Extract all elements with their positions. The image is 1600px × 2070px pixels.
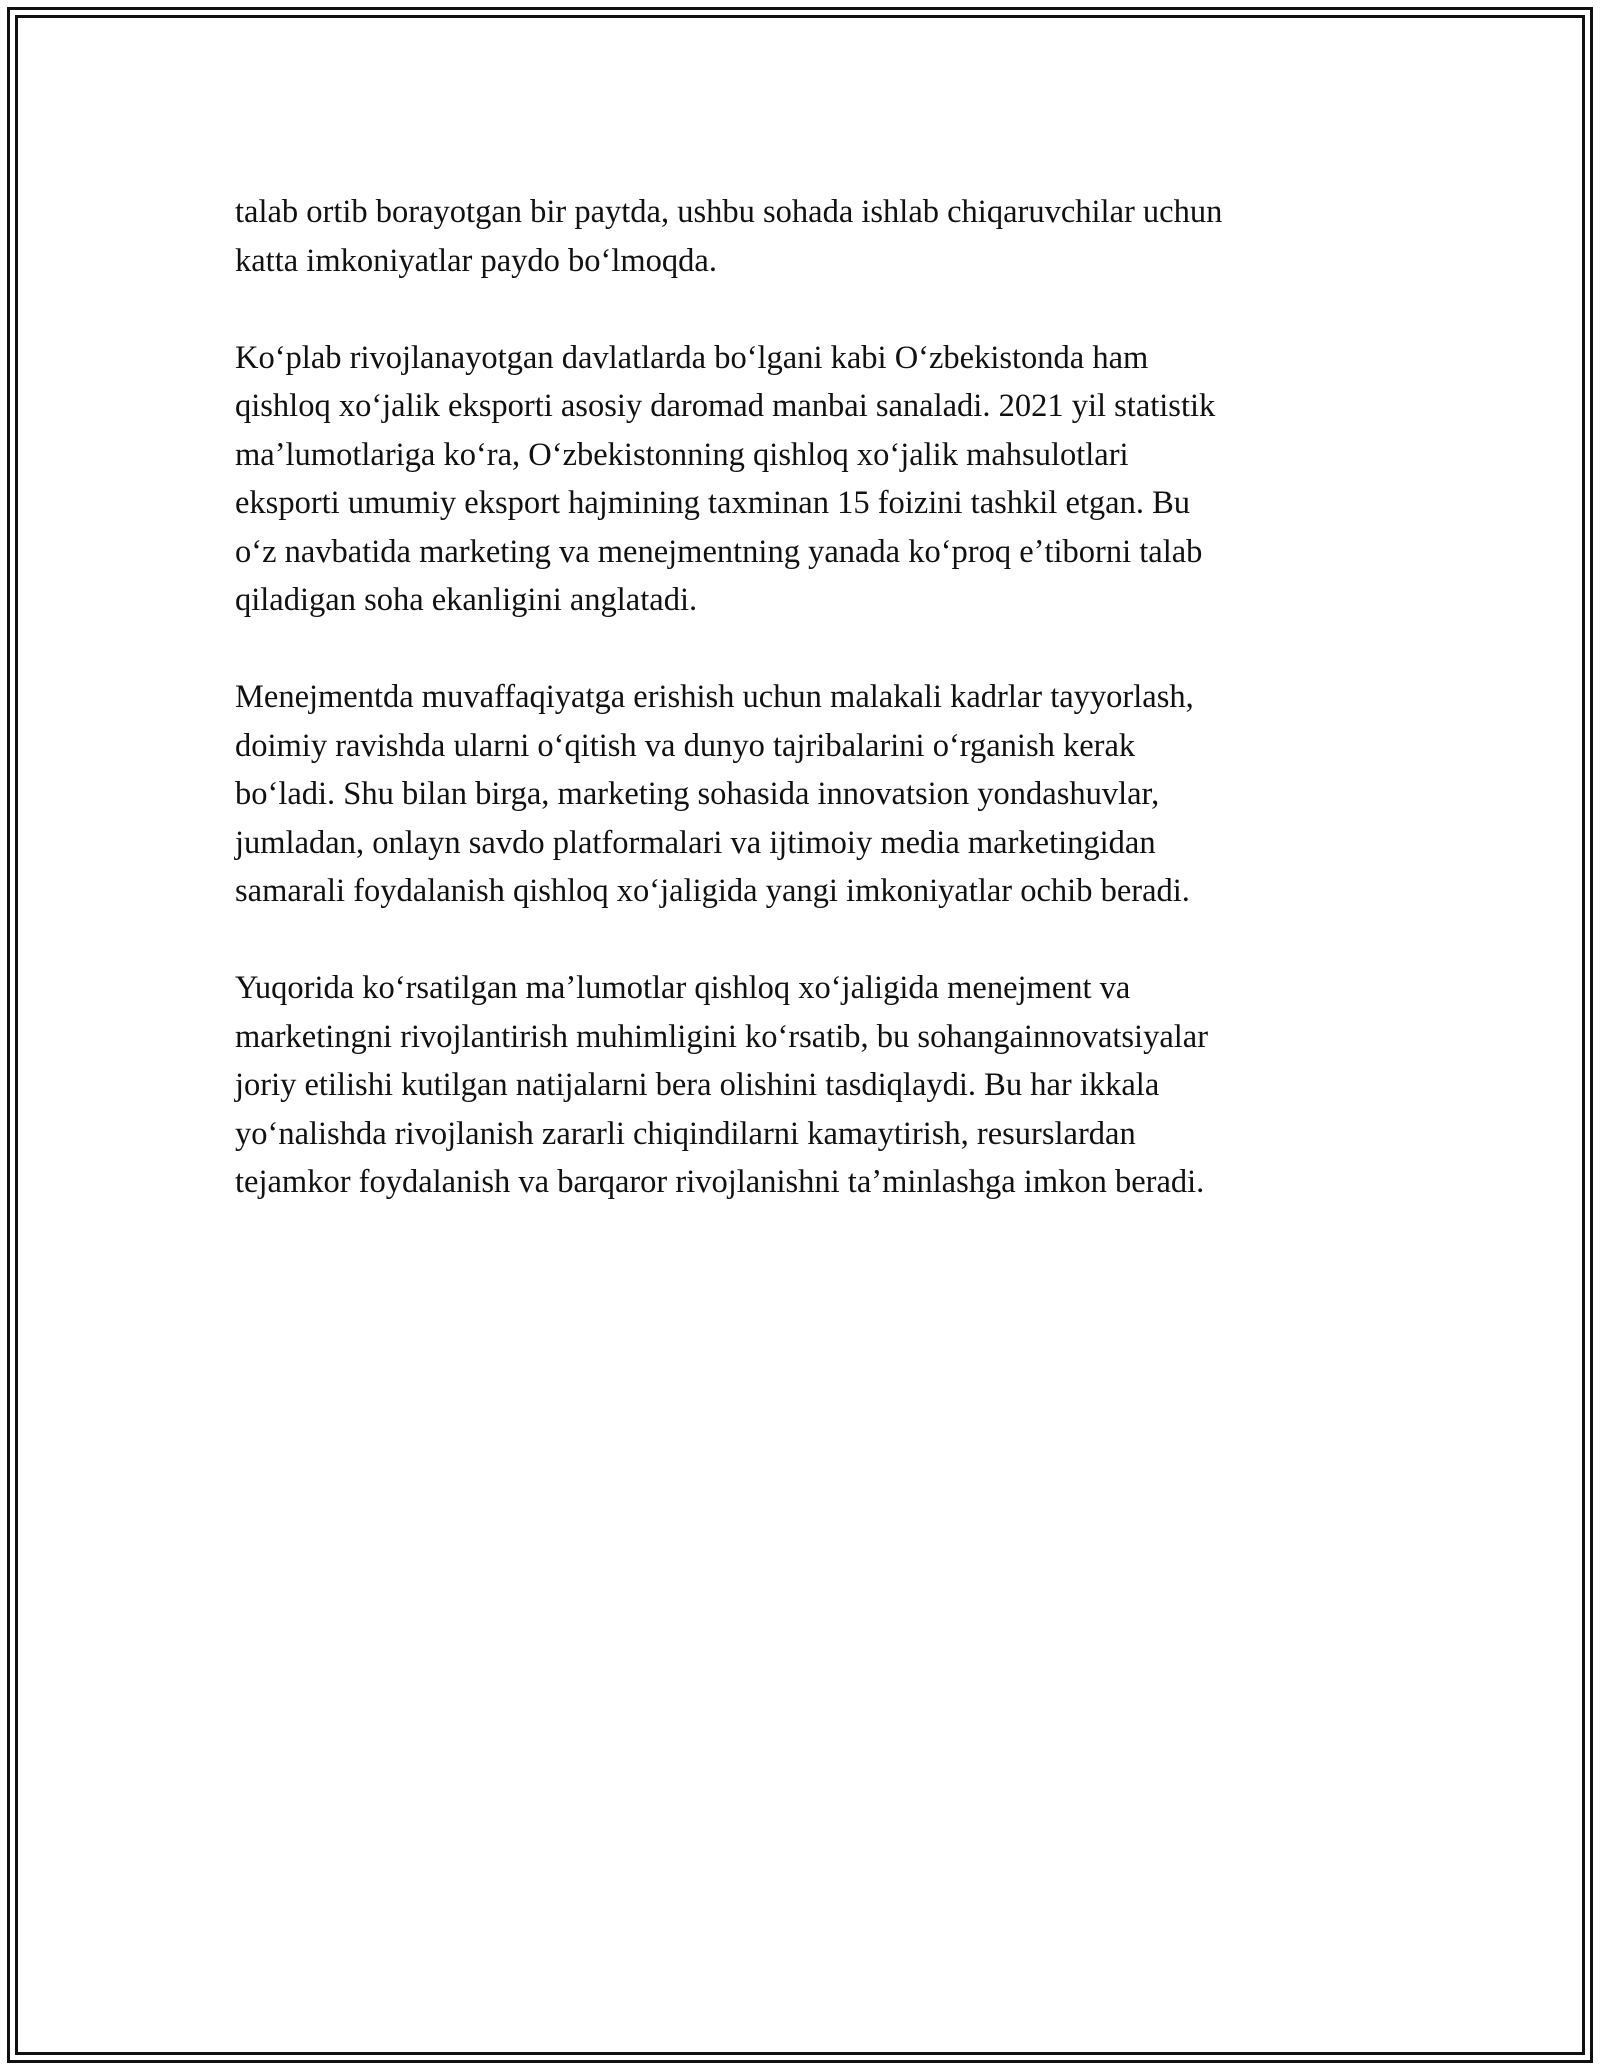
text-line: Yuqorida koʻrsatilgan maʼlumotlar qishloq xoʻjaligida menejment va <box>235 970 1131 1006</box>
text-line: yoʻnalishda rivojlanish zararli chiqindilarni kamaytirish, resurslardan <box>235 1115 1136 1152</box>
text-line: talab ortib borayotgan bir paytda, ushbu sohada ishlab chiqaruvchilar uchun <box>235 194 1223 230</box>
document-body <box>235 188 1365 1255</box>
text-line: samarali foydalanish qishloq xoʻjaligida yangi imkoniyatlar ochib beradi. <box>235 873 1190 909</box>
text-line: oʻz navbatida marketing va menejmentning yanada koʻproq eʼtiborni talab <box>235 533 1203 570</box>
text-line: katta imkoniyatlar paydo boʻlmoqda. <box>235 242 717 279</box>
text-line: maʼlumotlariga koʻra, Oʻzbekistonning qishloq xoʻjalik mahsulotlari <box>235 436 1129 473</box>
text-line: Koʻplab rivojlanayotgan davlatlarda boʻlgani kabi Oʻzbekistonda ham <box>235 339 1149 376</box>
text-line: eksporti umumiy eksport hajmining taxminan 15 foizini tashkil etgan. Bu <box>235 485 1191 521</box>
text-line: doimiy ravishda ularni oʻqitish va dunyo tajribalarini oʻrganish kerak <box>235 727 1136 764</box>
text-line: qishloq xoʻjalik eksporti asosiy daromad manbai sanaladi. 2021 yil statistik <box>235 388 1216 424</box>
paragraph-4 <box>235 964 1365 1207</box>
text-line: joriy etilishi kutilgan natijalarni bera olishini tasdiqlaydi. Bu har ikkala <box>235 1067 1160 1103</box>
paragraph-1 <box>235 188 1365 285</box>
text-line: tejamkor foydalanish va barqaror rivojlanishni taʼminlashga imkon beradi. <box>235 1164 1205 1200</box>
text-line: boʻladi. Shu bilan birga, marketing sohasida innovatsion yondashuvlar, <box>235 776 1160 812</box>
text-line: marketingni rivojlantirish muhimligini koʻrsatib, bu sohangainnovatsiyalar <box>235 1018 1209 1055</box>
text-line: Menejmentda muvaffaqiyatga erishish uchun malakali kadrlar tayyorlash, <box>235 679 1194 715</box>
paragraph-2 <box>235 334 1365 625</box>
text-line: qiladigan soha ekanligini anglatadi. <box>235 582 698 618</box>
text-line: jumladan, onlayn savdo platformalari va ijtimoiy media marketingidan <box>235 824 1156 861</box>
paragraph-3 <box>235 673 1365 916</box>
